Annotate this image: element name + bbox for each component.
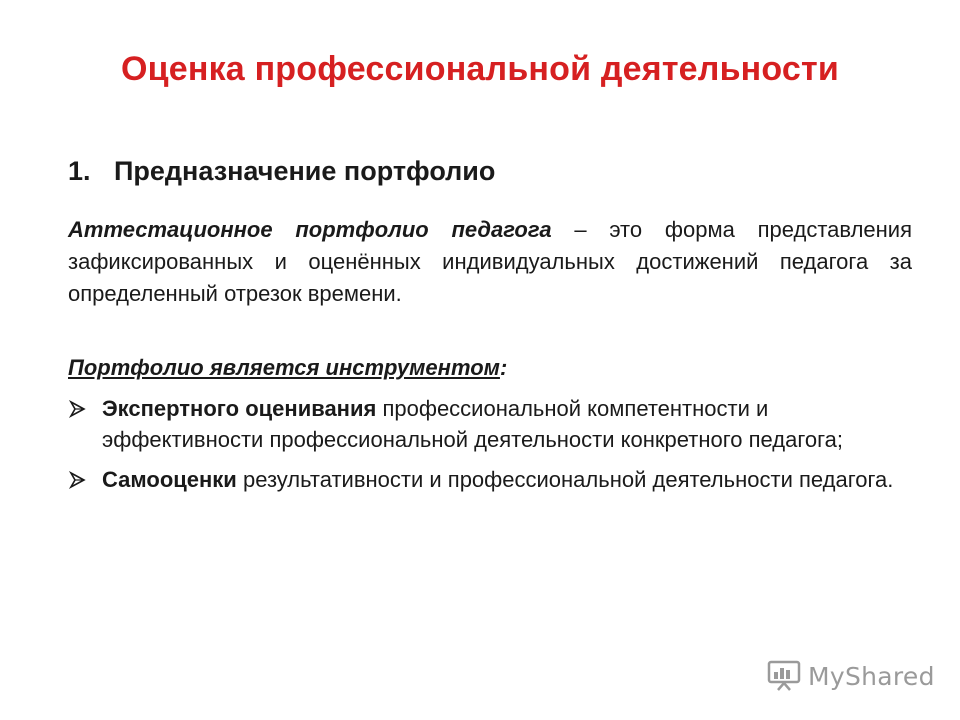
section-title: Предназначение портфолио	[114, 156, 496, 186]
list-item	[68, 393, 928, 455]
list-item-bold: Самооценки	[102, 467, 237, 492]
instrument-lead	[68, 355, 507, 381]
section-number: 1.	[68, 156, 91, 186]
list-item-bold: Экспертного оценивания	[102, 396, 377, 421]
watermark-text: MyShared	[808, 661, 935, 691]
definition-term: Аттестационное портфолио педагога	[68, 217, 552, 242]
instrument-lead-suffix: :	[499, 355, 508, 380]
instrument-list	[68, 393, 928, 504]
watermark-logo[interactable]	[766, 658, 935, 694]
definition-paragraph	[68, 214, 912, 310]
definition-text: – это форма представления зафиксированных и оценённых индивидуальных достижений педагога за определенный отрезок времени.	[68, 217, 912, 306]
list-item	[68, 464, 928, 495]
arrow-bullet-icon	[68, 393, 90, 424]
list-item-text: результативности и профессиональной деятельности педагога.	[236, 467, 894, 492]
instrument-lead-text: Портфолио является инструментом	[68, 355, 500, 380]
slide-title: Оценка профессиональной деятельности	[121, 50, 839, 88]
section-heading	[68, 156, 495, 187]
list-item-text: профессиональной компетентности и эффективности профессиональной деятельности конкретного педагога;	[102, 396, 844, 452]
presentation-board-icon	[766, 660, 802, 692]
arrow-bullet-icon	[68, 464, 90, 495]
